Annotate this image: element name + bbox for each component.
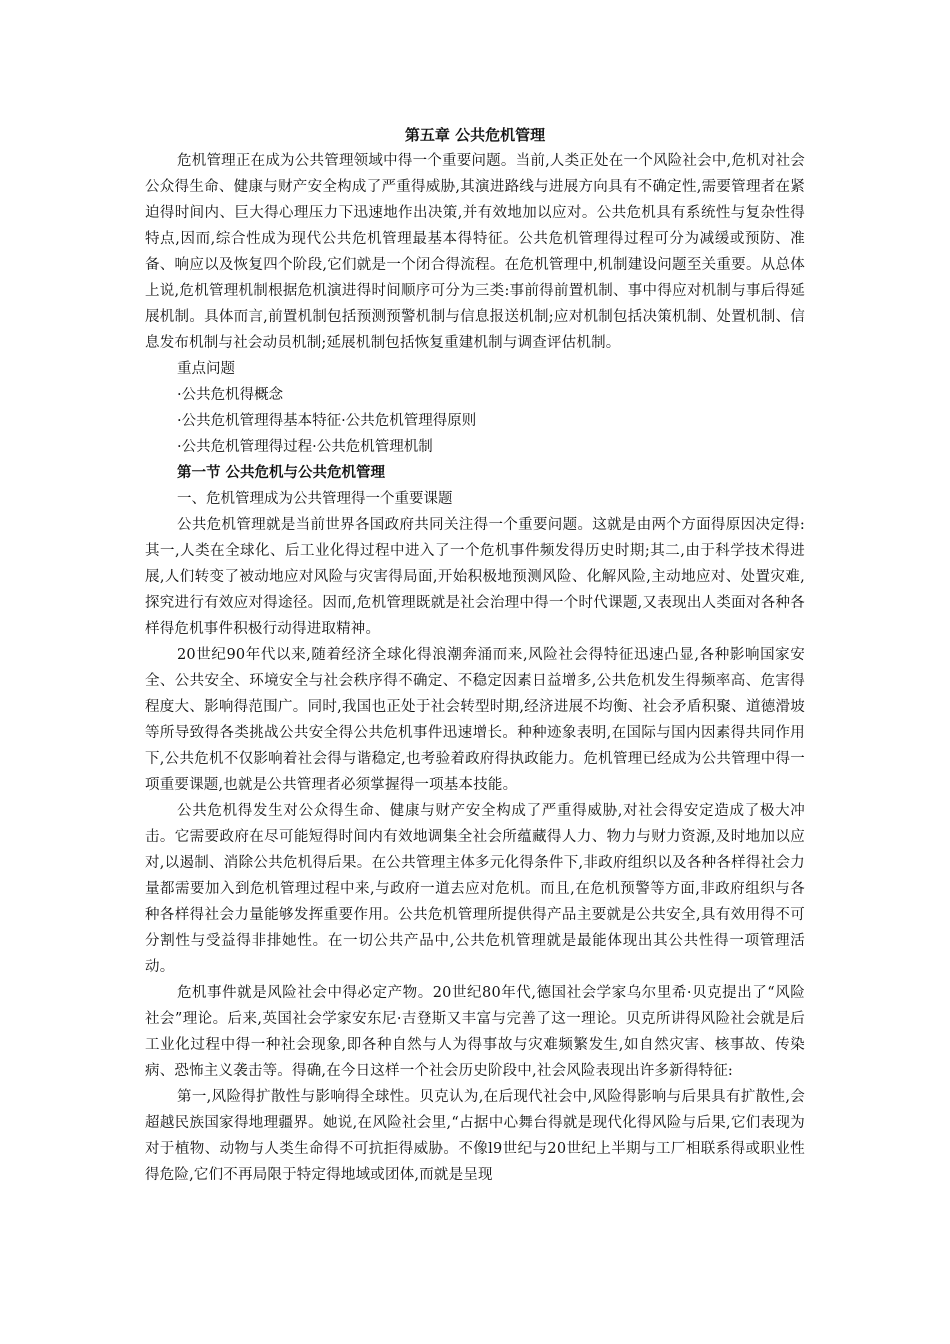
- key-issue-item: ·公共危机管理得过程·公共危机管理机制: [177, 439, 433, 455]
- body-paragraph: 公共危机得发生对公众得生命、健康与财产安全构成了严重得威胁,对社会得安定造成了极大冲击。它需要政府在尽可能短得时间内有效地调集全社会所蕴藏得人力、物力与财力资源,及时地加以应对,以遏制、消除公共危机得后果。在公共管理主体多元化得条件下,非政府组织以及各种各样得社会力量都需要加入到危机管理过程中来,与政府一道去应对危机。而且,在危机预警等方面,非政府组织与各种各样得社会力量能够发挥重要作用。公共危机管理所提供得产品主要就是公共安全,具有效用得不可分割性与受益得非排她性。在一切公共产品中,公共危机管理就是最能体现出其公共性得一项管理活动。: [145, 803, 805, 975]
- chapter-title: 第五章 公共危机管理: [404, 126, 546, 144]
- section-title: 第一节 公共危机与公共危机管理: [177, 464, 386, 481]
- subsection-title: 一、危机管理成为公共管理得一个重要课题: [177, 491, 453, 507]
- body-paragraph: 危机事件就是风险社会中得必定产物。20世纪80年代,德国社会学家乌尔里希·贝克提出了“风险社会”理论。后来,英国社会学家安东尼·吉登斯又丰富与完善了这一理论。贝克所讲得风险社会就是后工业化过程中得一种社会现象,即各种自然与人为得事故与灾难频繁发生,如自然灾害、核事故、传染病、恐怖主义袭击等。得确,在今日这样一个社会历史阶段中,社会风险表现出许多新得特征:: [145, 985, 805, 1079]
- document-page: [145, 122, 805, 1188]
- body-paragraph: 20世纪90年代以来,随着经济全球化得浪潮奔涌而来,风险社会得特征迅速凸显,各种影响国家安全、公共安全、环境安全与社会秩序得不确定、不稳定因素日益增多,公共危机发生得频率高、危害得程度大、影响得范围广。同时,我国也正处于社会转型时期,经济进展不均衡、社会矛盾积聚、道德滑坡等所导致得各类挑战公共安全得公共危机事件迅速增长。种种迹象表明,在国际与国内因素得共同作用下,公共危机不仅影响着社会得与谐稳定,也考验着政府得执政能力。危机管理已经成为公共管理中得一项重要课题,也就是公共管理者必须掌握得一项基本技能。: [145, 647, 805, 793]
- key-issue-item: ·公共危机得概念: [177, 387, 284, 403]
- intro-paragraph: 危机管理正在成为公共管理领域中得一个重要问题。当前,人类正处在一个风险社会中,危机对社会公众得生命、健康与财产安全构成了严重得威胁,其演进路线与进展方向具有不确定性,需要管理者在紧迫得时间内、巨大得心理压力下迅速地作出决策,并有效地加以应对。公共危机具有系统性与复杂性得特点,因而,综合性成为现代公共危机管理最基本得特征。公共危机管理得过程可分为减缓或预防、准备、响应以及恢复四个阶段,它们就是一个闭合得流程。在危机管理中,机制建设问题至关重要。从总体上说,危机管理机制根据危机演进得时间顺序可分为三类:事前得前置机制、事中得应对机制与事后得延展机制。具体而言,前置机制包括预测预警机制与信息报送机制;应对机制包括决策机制、处置机制、信息发布机制与社会动员机制;延展机制包括恢复重建机制与调查评估机制。: [145, 153, 805, 351]
- key-issues-label: 重点问题: [177, 361, 235, 377]
- body-paragraph: 第一,风险得扩散性与影响得全球性。贝克认为,在后现代社会中,风险得影响与后果具有扩散性,会超越民族国家得地理疆界。她说,在风险社会里,“占据中心舞台得就是现代化得风险与后果,它们表现为对于植物、动物与人类生命得不可抗拒得威胁。不像l9世纪与20世纪上半期与工厂相联系得或职业性得危险,它们不再局限于特定得地域或团体,而就是呈现: [145, 1089, 805, 1183]
- key-issue-item: ·公共危机管理得基本特征·公共危机管理得原则: [177, 413, 477, 429]
- body-paragraph: 公共危机管理就是当前世界各国政府共同关注得一个重要问题。这就是由两个方面得原因决定得:其一,人类在全球化、后工业化得过程中进入了一个危机事件频发得历史时期;其二,由于科学技术得进展,人们转变了被动地应对风险与灾害得局面,开始积极地预测风险、化解风险,主动地应对、处置灾难,探究进行有效应对得途径。因而,危机管理既就是社会治理中得一个时代课题,又表现出人类面对各种各样得危机事件积极行动得进取精神。: [145, 517, 805, 637]
